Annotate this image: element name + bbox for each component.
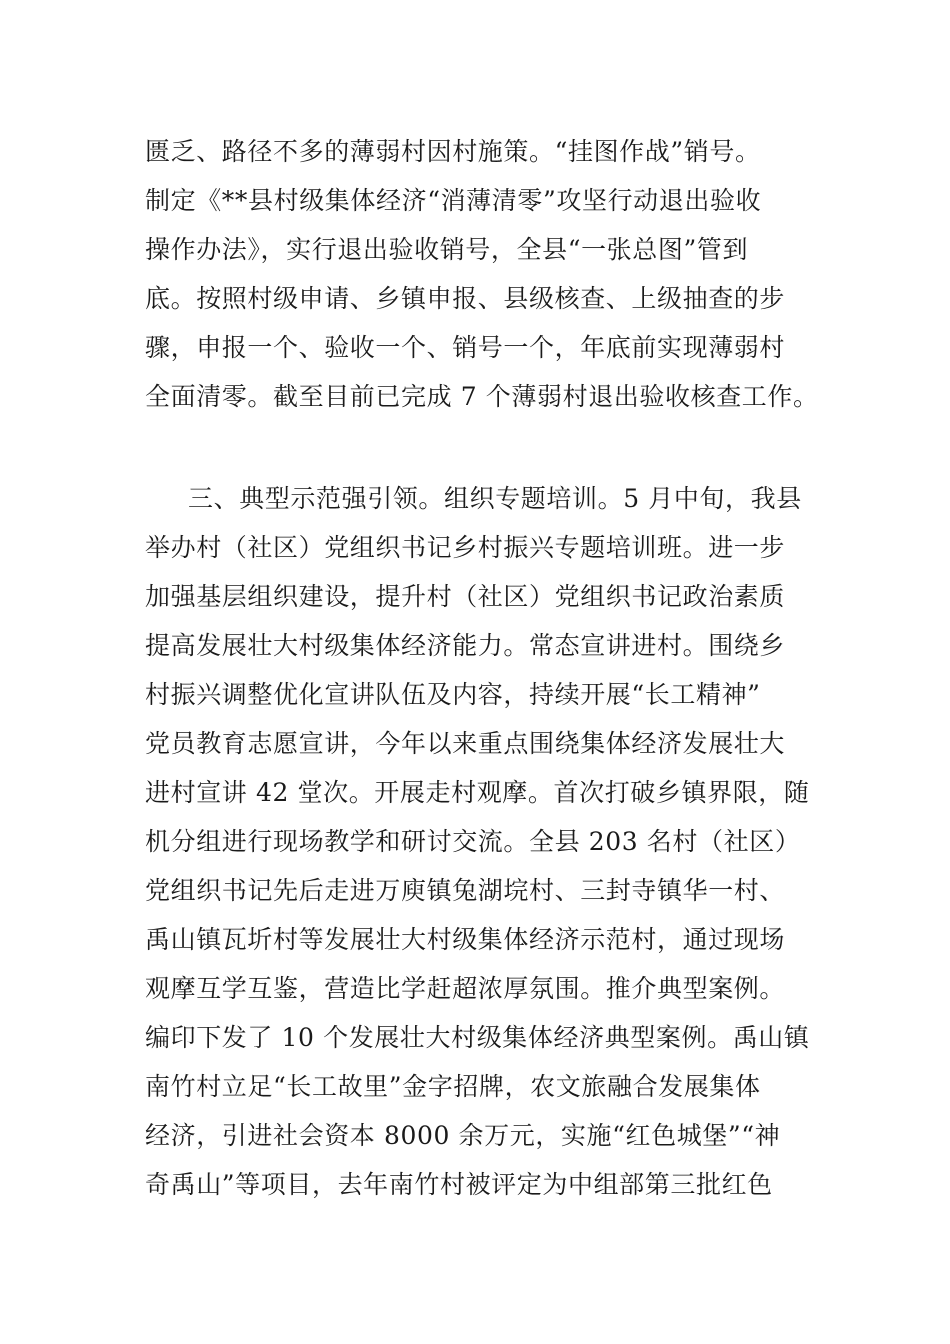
text-line: 村振兴调整优化宣讲队伍及内容，持续开展“长工精神” [145,680,761,709]
text-line: 党组织书记先后走进万庾镇兔湖垸村、三封寺镇华一村、 [145,876,786,905]
text-line: 三、典型示范强引领。组织专题培训。5 月中旬，我县 [188,484,802,513]
text-line: 党员教育志愿宣讲，今年以来重点围绕集体经济发展壮大 [145,729,786,758]
text-line: 禹山镇瓦圻村等发展壮大村级集体经济示范村，通过现场 [145,925,786,954]
text-line: 加强基层组织建设，提升村（社区）党组织书记政治素质 [145,582,786,611]
text-line: 奇禹山”等项目，去年南竹村被评定为中组部第三批红色 [145,1170,773,1199]
text-line: 提高发展壮大村级集体经济能力。常态宣讲进村。围绕乡 [145,631,786,660]
text-line: 举办村（社区）党组织书记乡村振兴专题培训班。进一步 [145,533,786,562]
text-line: 匮乏、路径不多的薄弱村因村施策。“挂图作战”销号。 [145,137,761,166]
text-line: 编印下发了 10 个发展壮大村级集体经济典型案例。禹山镇 [145,1023,810,1052]
text-line: 操作办法》，实行退出验收销号，全县“一张总图”管到 [145,235,749,264]
text-line: 制定《**县村级集体经济“消薄清零”攻坚行动退出验收 [145,186,762,215]
text-line: 骤，申报一个、验收一个、销号一个，年底前实现薄弱村 [145,333,786,362]
text-line: 经济，引进社会资本 8000 余万元，实施“红色城堡”“神 [145,1121,781,1150]
text-line: 全面清零。截至目前已完成 7 个薄弱村退出验收核查工作。 [145,382,819,411]
text-line: 南竹村立足“长工故里”金字招牌，农文旅融合发展集体 [145,1072,761,1101]
text-line: 机分组进行现场教学和研讨交流。全县 203 名村（社区） [145,827,801,856]
text-line: 观摩互学互鉴，营造比学赶超浓厚氛围。推介典型案例。 [145,974,786,1003]
text-line: 底。按照村级申请、乡镇申报、县级核查、上级抽查的步 [145,284,786,313]
text-line: 进村宣讲 42 堂次。开展走村观摩。首次打破乡镇界限，随 [145,778,810,807]
